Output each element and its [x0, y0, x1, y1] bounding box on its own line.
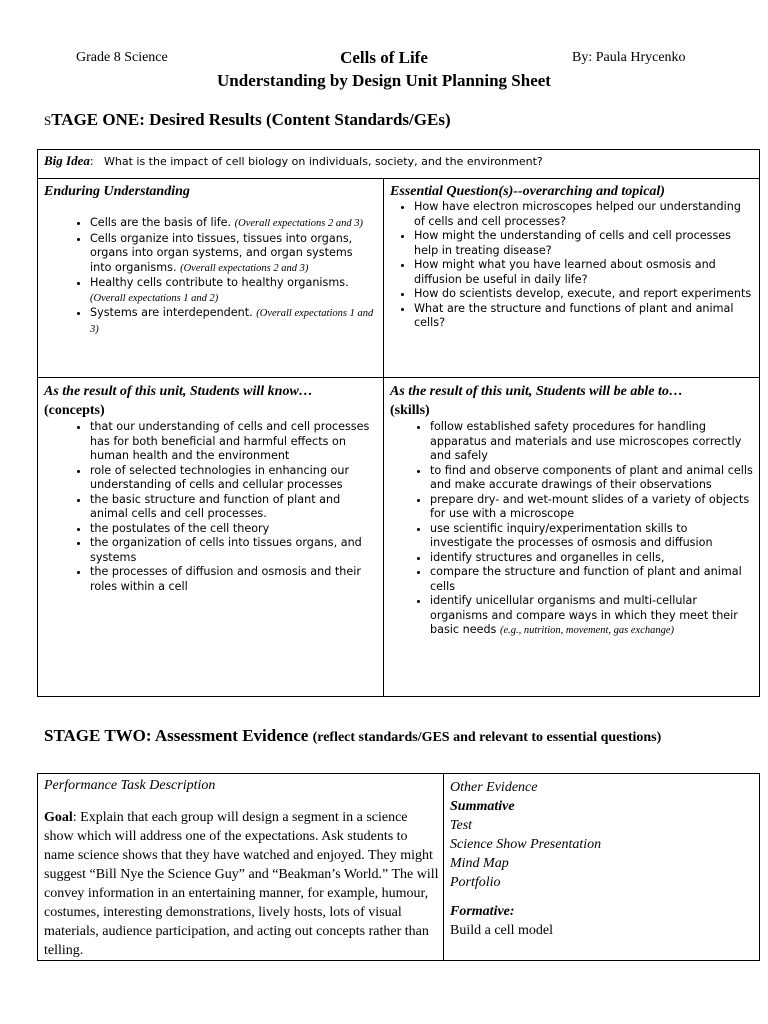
formative-label: Formative:: [450, 904, 515, 919]
list-item: • the processes of diffusion and osmosis and their roles within a cell: [90, 565, 377, 594]
goal-text: : Explain that each group will design a segment in a science show which will address one of the expectations. Ask students to name science shows that they have watched and enjoyed. They might suggest “Bill Nye the Science Guy” and “Beakman’s World.” The will convey information in an entertaining manner, for example, humour, costumes, interesting demonstrations, lively hosts, lots of visual materials, audience participation, and acting out concepts rather than telling.: [44, 810, 439, 958]
performance-task-cell: [38, 774, 444, 961]
list-item: • the organization of cells into tissues organs, and systems: [90, 536, 377, 565]
list-item: • How have electron microscopes helped our understanding of cells and cell processes?: [414, 200, 753, 229]
enduring-understanding-list: [38, 216, 383, 337]
list-item: • What are the structure and functions of plant and animal cells?: [414, 302, 753, 331]
students-will-know-list: [38, 420, 383, 594]
students-will-be-able-list: [384, 420, 759, 639]
list-item: • use scientific inquiry/experimentation skills to investigate the processes of osmosis and diffusion: [430, 522, 753, 551]
list-item: • Healthy cells contribute to healthy organisms. (Overall expectations 1 and 2): [90, 276, 377, 306]
students-will-be-able-heading-line: As the result of this unit, Students will be able to…: [390, 384, 683, 399]
big-idea-cell: [38, 150, 760, 179]
stage-one-table: [37, 149, 760, 697]
enduring-understanding-cell: [38, 179, 384, 378]
list-item: • the postulates of the cell theory: [90, 522, 377, 537]
document-subtitle: Understanding by Design Unit Planning Sheet: [217, 71, 551, 90]
list-item: • Cells are the basis of life. (Overall expectations 2 and 3): [90, 216, 377, 232]
other-evidence-cell: [444, 774, 760, 961]
stage-one-heading: [44, 110, 451, 130]
grade-label: Grade 8 Science: [76, 50, 168, 65]
list-item: • How might what you have learned about osmosis and diffusion be useful in daily life?: [414, 258, 753, 287]
summative-item: Science Show Presentation: [450, 837, 602, 852]
list-item: • Cells organize into tissues, tissues into organs, organs into organ systems, and organ systems into organisms. (Overall expectations 2 and 3): [90, 232, 377, 277]
list-item: • compare the structure and function of plant and animal cells: [430, 565, 753, 594]
big-idea-colon: :: [89, 153, 94, 168]
other-evidence: [444, 774, 759, 940]
stage-two-table: [37, 773, 760, 961]
list-item: • Systems are interdependent. (Overall expectations 1 and 3): [90, 306, 377, 337]
performance-task-heading: Performance Task Description: [44, 778, 216, 793]
big-idea-text: What is the impact of cell biology on individuals, society, and the environment?: [104, 155, 543, 168]
list-item: • How do scientists develop, execute, and report experiments: [414, 287, 753, 302]
summative-item: Portfolio: [450, 875, 501, 890]
essential-questions-heading: Essential Question(s)--overarching and topical): [390, 184, 665, 199]
essential-questions-list: [384, 200, 759, 331]
students-will-be-able-subheading: (skills): [390, 403, 430, 418]
stage-two-heading-sub: (reflect standards/GES and relevant to essential questions): [312, 730, 662, 745]
formative-item: Build a cell model: [450, 923, 554, 938]
author-label: By: Paula Hrycenko: [572, 50, 686, 65]
other-evidence-heading: Other Evidence: [450, 780, 538, 795]
stage-two-heading: [44, 726, 661, 746]
list-item: • identify structures and organelles in cells,: [430, 551, 753, 566]
list-item: • follow established safety procedures for handling apparatus and materials and use microscopes correctly and safely: [430, 420, 753, 464]
list-item: • to find and observe components of plant and animal cells and make accurate drawings of their observations: [430, 464, 753, 493]
students-will-know-heading: [38, 378, 383, 420]
list-item: • identify unicellular organisms and multi-cellular organisms and compare ways in which they meet their basic needs (e.g., nutrition, movement, gas exchange): [430, 594, 753, 639]
big-idea: [38, 150, 759, 178]
document-title: Cells of Life: [340, 48, 428, 67]
essential-questions-cell: [384, 179, 760, 378]
goal-label: Goal: [44, 810, 73, 825]
list-item: • How might the understanding of cells and cell processes help in treating disease?: [414, 229, 753, 258]
students-will-be-able-cell: [384, 378, 760, 697]
big-idea-label: Big Idea: [44, 153, 90, 168]
enduring-understanding-heading: Enduring Understanding: [44, 184, 190, 199]
stage-one-first-letter: S: [44, 113, 52, 128]
list-item: • prepare dry- and wet-mount slides of a variety of objects for use with a microscope: [430, 493, 753, 522]
students-will-be-able-heading: [384, 378, 759, 420]
summative-item: Mind Map: [450, 856, 509, 871]
students-will-know-subheading: (concepts): [44, 403, 105, 418]
list-item: • the basic structure and function of plant and animal cells and cell processes.: [90, 493, 377, 522]
students-will-know-heading-line: As the result of this unit, Students will know…: [44, 384, 313, 399]
list-item: • that our understanding of cells and cell processes has for both beneficial and harmful effects on human health and the environment: [90, 420, 377, 464]
list-item: • role of selected technologies in enhancing our understanding of cells and cellular processes: [90, 464, 377, 493]
performance-task-body: [38, 794, 443, 960]
stage-two-heading-text: STAGE TWO: Assessment Evidence: [44, 726, 309, 745]
summative-item: Test: [450, 818, 473, 833]
students-will-know-cell: [38, 378, 384, 697]
stage-one-heading-text: TAGE ONE: Desired Results (Content Standards/GEs): [51, 110, 451, 129]
summative-label: Summative: [450, 799, 515, 814]
